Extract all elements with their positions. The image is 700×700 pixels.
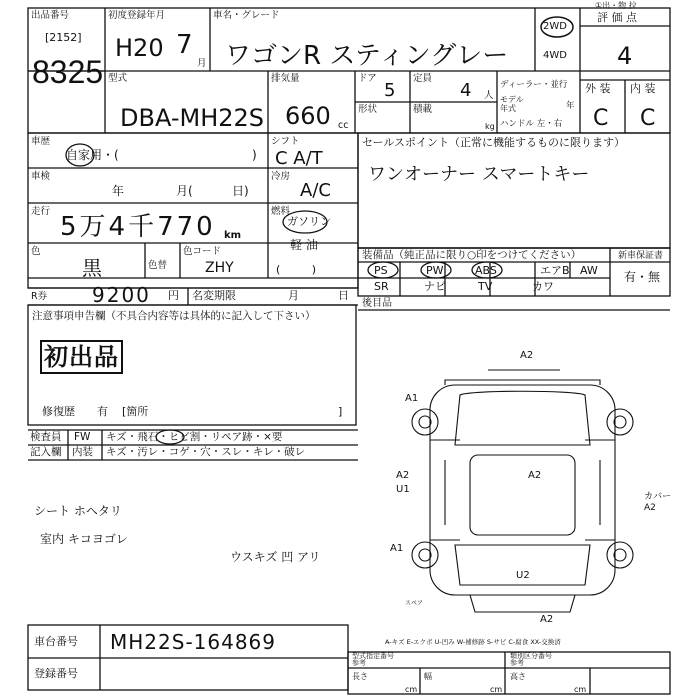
fuel-gas: ガソリン [287, 215, 331, 228]
color-value: 黒 [82, 256, 102, 280]
mark-a2-top: A2 [520, 350, 534, 361]
lot-label: 出品番号 [31, 10, 70, 21]
mileage-label: 走行 [31, 206, 51, 217]
notes-label: 注意事項申告欄（不具合内容等は具体的に記入して下さい） [32, 310, 316, 322]
height-cm: cm [574, 685, 587, 694]
first-reg-era: H20 [115, 34, 164, 62]
model-year-label: モデル 年式 [500, 95, 524, 113]
score: 4 [617, 42, 633, 70]
color-code-label: 色コード [183, 246, 222, 257]
equip-pw: PW [426, 264, 444, 277]
repair-label: 修復歴 [42, 405, 75, 418]
fuel-diesel: 軽 油 [290, 238, 318, 252]
top-right-note: ①出・物 拉 [595, 1, 637, 10]
handwritten-line1: シート ホヘタリ [34, 504, 122, 518]
first-listing-stamp: 初出品 [40, 340, 123, 374]
equip-abs: ABS [475, 264, 497, 277]
drive-2wd: 2WD [543, 21, 567, 32]
inspector-row1-head: FW [74, 431, 91, 443]
month-unit: 月 [197, 58, 207, 69]
shift-value: C A/T [275, 148, 323, 169]
equip-tv: TV [478, 280, 493, 293]
registration-label: 登録番号 [34, 667, 78, 680]
kg-unit: kg [485, 122, 495, 131]
model-value: DBA-MH22S [120, 104, 265, 132]
first-reg-label: 初度登録年月 [108, 10, 166, 21]
drive-4wd: 4WD [543, 50, 567, 61]
class-code-label: 類別区分番号 参考 [510, 652, 552, 667]
equip-ps: PS [374, 264, 388, 277]
mark-cover-right: カバー A2 [644, 492, 672, 513]
inspection-day: 日) [232, 184, 249, 198]
color-label: 色 [31, 246, 41, 257]
capacity-label: 定員 [413, 73, 433, 84]
doors-value: 5 [384, 80, 396, 101]
car-name-label: 車名・グレード [213, 10, 280, 21]
equip-leather: カワ [532, 280, 554, 293]
lot-sub: [2152] [45, 31, 82, 44]
inspector-row1-label: 検査員 [30, 431, 62, 443]
exterior-grade: C [593, 106, 609, 131]
lot-number: 8325 [32, 54, 104, 90]
mark-a2-left: A2 [396, 470, 410, 481]
mark-a2-hood: A2 [528, 470, 542, 481]
inspection-label: 車検 [31, 171, 51, 182]
km-unit: km [224, 230, 242, 241]
person-unit: 人 [484, 90, 494, 101]
year-unit: 年 [566, 101, 575, 111]
damage-legend: A-キズ E-エクボ U-凹み W-補修跡 S-サビ C-腐食 XX-交換済 [385, 638, 561, 646]
warranty-book-label: 新車保証書 [618, 251, 664, 261]
interior-label: 内 装 [630, 82, 656, 95]
first-reg-month: 7 [176, 30, 193, 60]
interior-grade: C [640, 106, 656, 131]
width-label: 幅 [424, 672, 432, 681]
repair-close: ] [338, 405, 343, 418]
handwritten-line2: 室内 キコヨゴレ [40, 532, 128, 546]
equip-airbag: エアB [540, 264, 570, 277]
inspector-row2-head: 内装 [72, 446, 93, 458]
history-close: ) [252, 148, 257, 162]
warranty-book-value: 有・無 [624, 270, 661, 284]
height-label: 高さ [510, 672, 526, 681]
equip-sr: SR [374, 280, 389, 293]
car-name: ワゴンR スティングレー [225, 41, 509, 71]
capacity-value: 4 [460, 80, 472, 101]
warranty-day: 日 [338, 289, 349, 302]
shape-label: 形状 [358, 104, 378, 115]
inspector-row2-label: 記入欄 [30, 446, 62, 458]
seat-label: 後目品 [362, 298, 392, 309]
mileage-value: 5万4千770 [60, 212, 216, 242]
score-label: 評 価 点 [597, 11, 637, 24]
cc-unit: cc [338, 120, 349, 131]
recycle-label: R券 [31, 291, 48, 302]
handwritten-line3: ウスキズ 凹 アリ [230, 550, 321, 564]
mark-a1-front-left: A1 [405, 393, 419, 404]
fuel-paren: ( ) [276, 263, 317, 276]
inspector-row1-items: キズ・飛石・ヒビ割・リペア跡・×要 [106, 431, 283, 443]
doors-label: ドア [358, 73, 377, 84]
ac-label: 冷房 [271, 171, 291, 182]
length-cm: cm [405, 685, 418, 694]
mark-small-note: スペア [405, 600, 424, 607]
inspector-row2-items: キズ・汚レ・コゲ・穴・スレ・キレ・破レ [106, 446, 306, 458]
selling-points-value: ワンオーナー スマートキー [368, 164, 590, 185]
displacement-label: 排気量 [271, 73, 300, 84]
handle-label: ハンドル 左・右 [500, 119, 563, 129]
mark-a2-bottom: A2 [540, 614, 554, 625]
equipment-label: 装備品（純正品に限り○印をつけてください） [362, 249, 582, 261]
color-code: ZHY [205, 260, 234, 276]
repair-part: [箇所 [122, 405, 149, 418]
mark-u2-roof: U2 [516, 570, 530, 581]
history-label: 車歴 [31, 136, 51, 147]
mark-u1-left: U1 [396, 484, 410, 495]
length-label: 長さ [352, 672, 368, 681]
width-cm: cm [490, 685, 503, 694]
fuel-label: 燃料 [271, 206, 291, 217]
repaint-label: 色替 [148, 260, 168, 271]
ac-value: A/C [300, 180, 331, 201]
selling-points-label: セールスポイント（正常に機能するものに限ります） [362, 136, 626, 149]
repair-value: 有 [97, 405, 108, 418]
chassis-number: MH22S-164869 [110, 630, 277, 654]
inspection-month: 月( [176, 184, 193, 198]
load-label: 積載 [413, 104, 433, 115]
yen-unit: 円 [168, 289, 179, 302]
type-code-label: 型式指定番号 参考 [352, 652, 394, 667]
model-label: 型式 [108, 73, 128, 84]
recycle-value: 9200 [92, 283, 151, 307]
shift-label: シフト [271, 136, 300, 147]
equip-aw: AW [580, 264, 598, 277]
warranty-month: 月 [288, 289, 299, 302]
mark-a1-rear-left: A1 [390, 543, 404, 554]
exterior-label: 外 装 [585, 82, 611, 95]
chassis-label: 車台番号 [34, 635, 78, 648]
displacement-value: 660 [285, 102, 331, 130]
warranty-label: 名変期限 [192, 289, 236, 302]
equip-navi: ナビ [424, 280, 446, 293]
inspection-year: 年 [112, 184, 125, 198]
dealer-label: ディーラー・並行 [500, 80, 568, 90]
history-value: 自家用・( [66, 148, 119, 162]
